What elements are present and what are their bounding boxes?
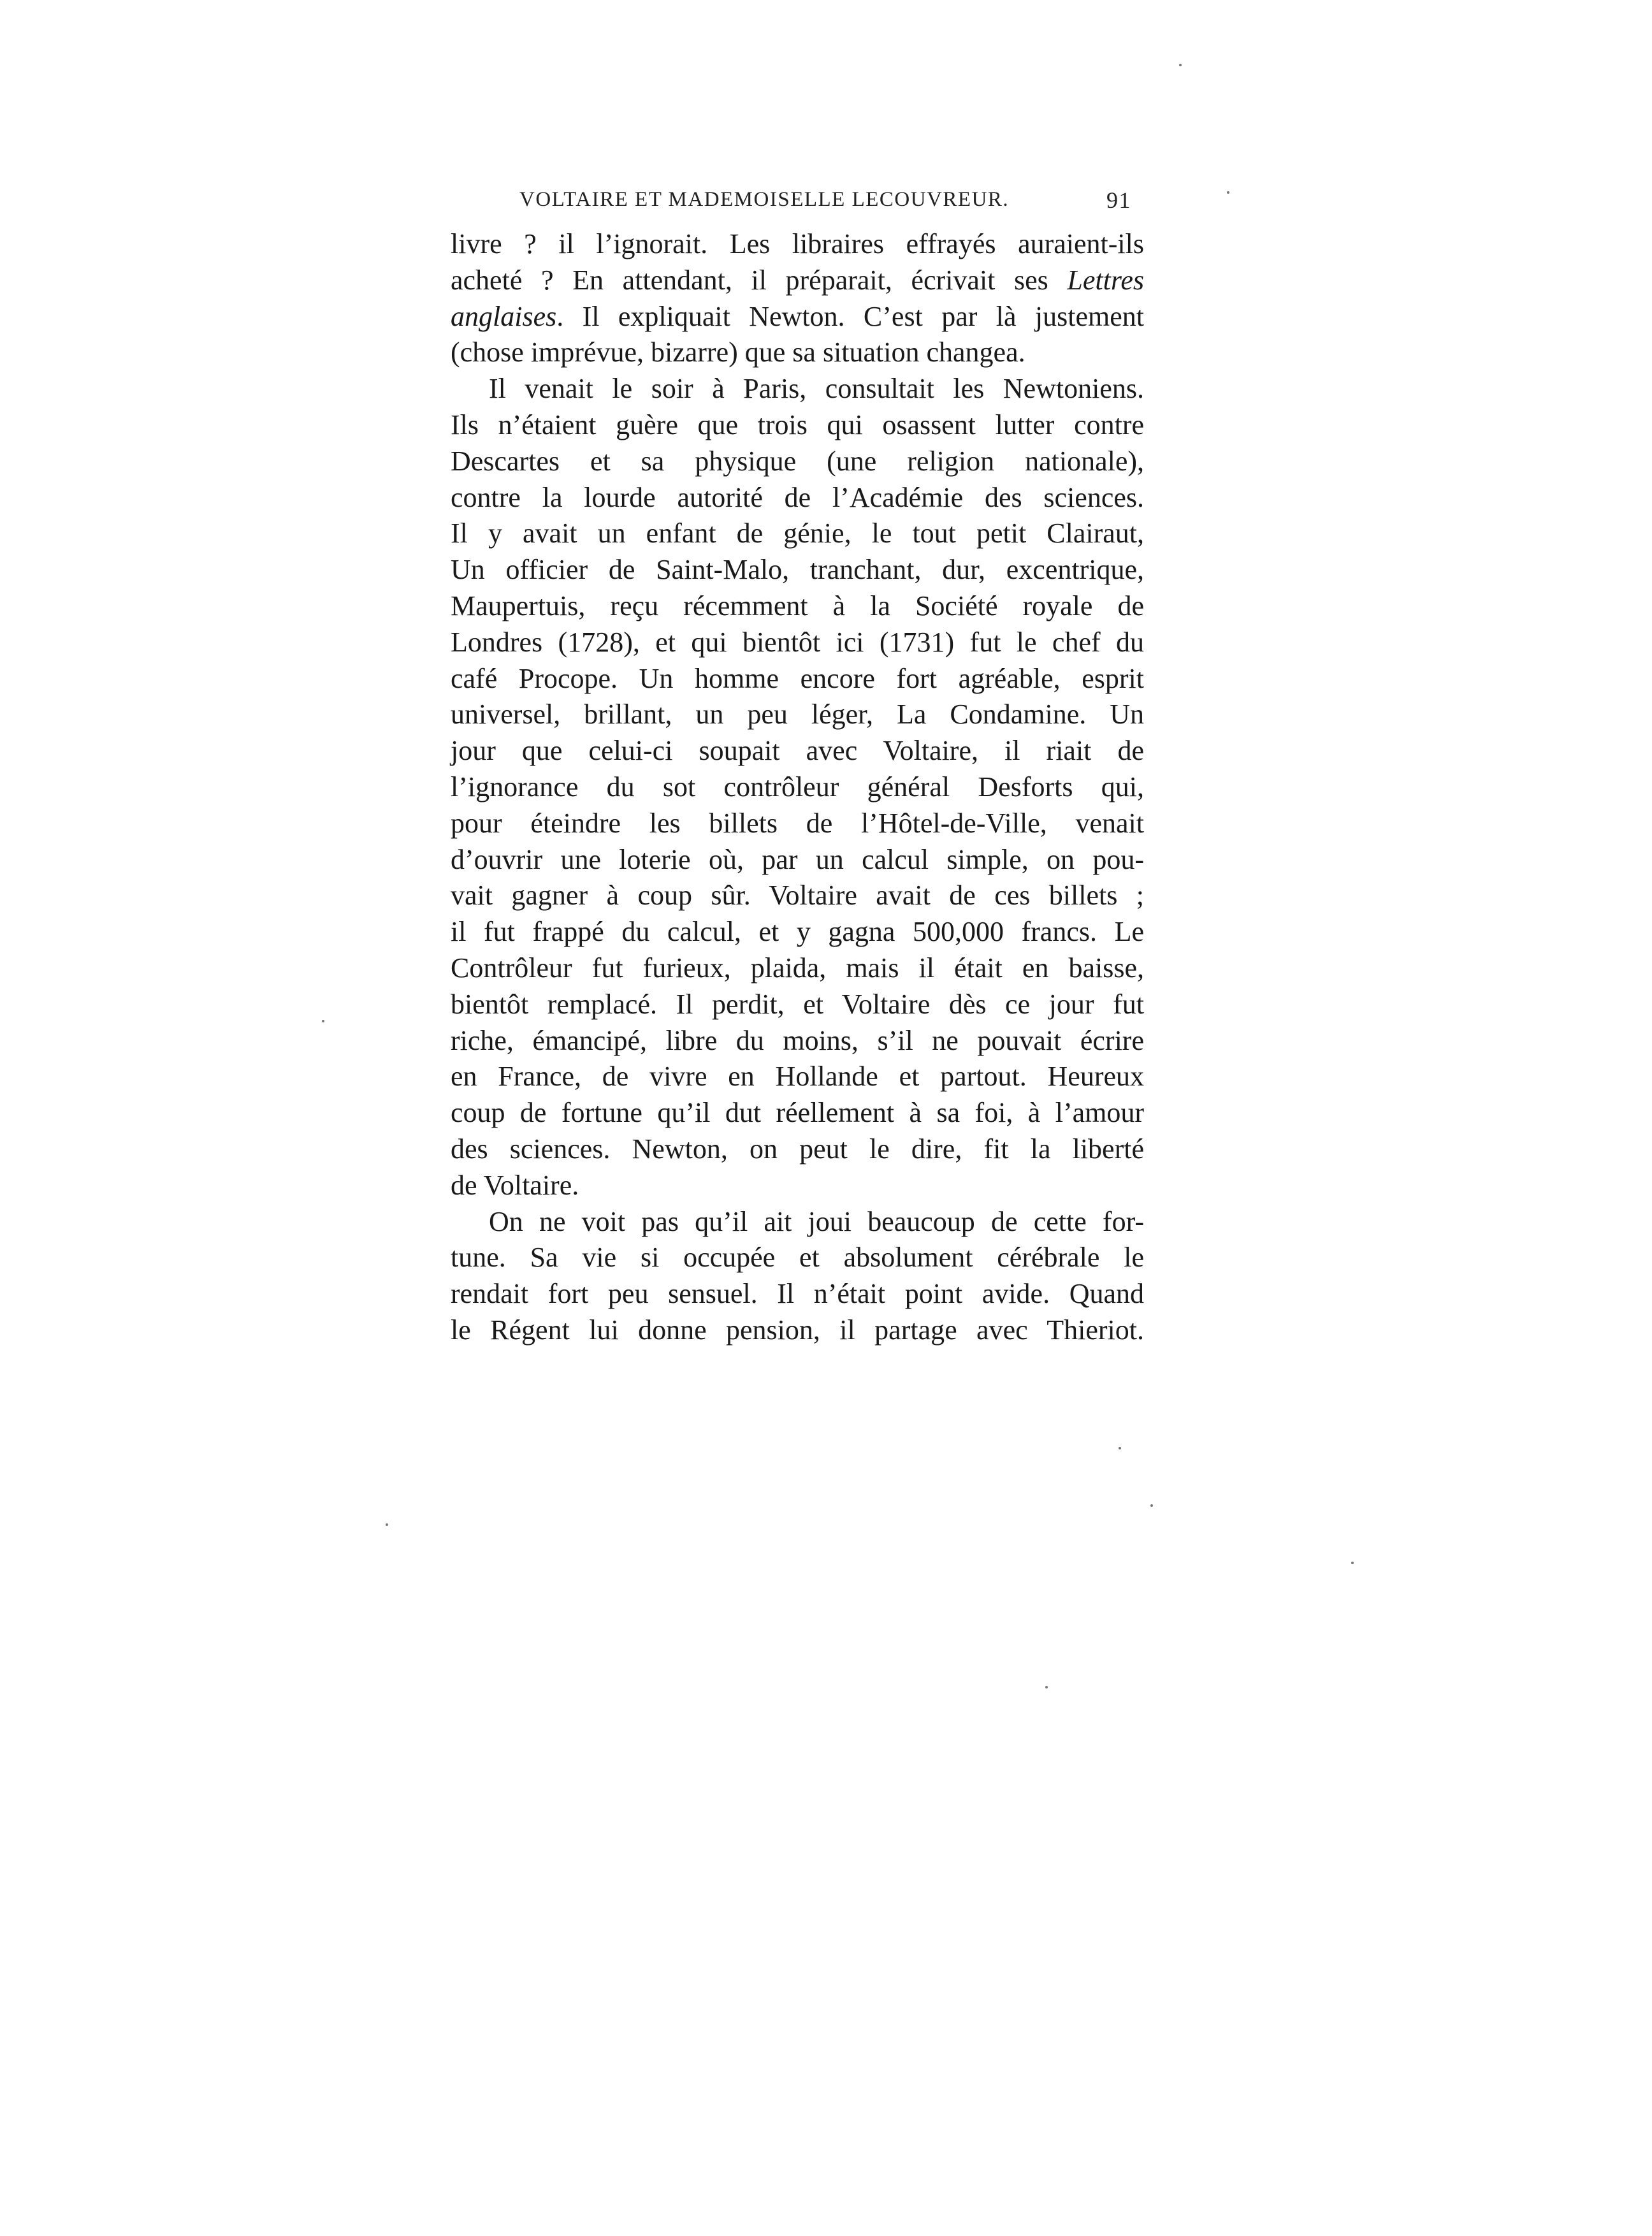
text-line-14: universel, brillant, un peu léger, La Condamine. Un (451, 699, 1144, 730)
italic-title-lettres: Lettres (1067, 264, 1144, 296)
text-line-31: le Régent lui donne pension, il partage avec Thieriot. (451, 1314, 1144, 1346)
scan-speck (1179, 64, 1182, 66)
text-line-16: l’ignorance du sot contrôleur général Desforts qui, (451, 771, 1144, 802)
text-line-28: On ne voit pas qu’il ait joui beaucoup de cette for- (489, 1205, 1144, 1237)
text-line-15: jour que celui-ci soupait avec Voltaire, il riait de (451, 735, 1144, 767)
text-line-12: Londres (1728), et qui bientôt ici (1731) fut le chef du (451, 626, 1144, 658)
text-line-5: Il venait le soir à Paris, consultait les Newtoniens. (489, 373, 1144, 405)
text-line-20: il fut frappé du calcul, et y gagna 500,000 francs. Le (451, 916, 1144, 948)
italic-title-anglaises: anglaises (451, 300, 557, 332)
text-line-23: riche, émancipé, libre du moins, s’il ne pouvait écrire (451, 1024, 1144, 1056)
text-line-11: Maupertuis, reçu récemment à la Société royale de (451, 590, 1144, 621)
scan-speck (1150, 1504, 1153, 1507)
scan-speck (1119, 1447, 1121, 1449)
text-line-22: bientôt remplacé. Il perdit, et Voltaire dès ce jour fut (451, 988, 1144, 1020)
scan-speck (1351, 1562, 1354, 1564)
text-line-18: d’ouvrir une loterie où, par un calcul simple, on pou- (451, 843, 1144, 875)
text-line-19: vait gagner à coup sûr. Voltaire avait de ces billets ; (451, 880, 1144, 911)
scan-speck (386, 1523, 388, 1526)
text-line-29: tune. Sa vie si occupée et absolument cérébrale le (451, 1242, 1144, 1274)
page-number: 91 (1106, 187, 1131, 213)
text-line-4: (chose imprévue, bizarre) que sa situation changea. (451, 337, 1025, 368)
text-line-7: Descartes et sa physique (une religion nationale), (451, 445, 1144, 477)
text-line-21: Contrôleur fut furieux, plaida, mais il était en baisse, (451, 952, 1144, 984)
running-head (519, 188, 1131, 220)
text-line-25: coup de fortune qu’il dut réellement à sa foi, à l’amour (451, 1097, 1144, 1129)
text-line-1: livre ? il l’ignorait. Les libraires effrayés auraient-ils (451, 228, 1144, 259)
text-line-9: Il y avait un enfant de génie, le tout petit Clairaut, (451, 518, 1144, 549)
text-line-27: de Voltaire. (451, 1169, 579, 1201)
text-line-30: rendait fort peu sensuel. Il n’était point avide. Quand (451, 1278, 1144, 1310)
text-line-6: Ils n’étaient guère que trois qui osassent lutter contre (451, 409, 1144, 440)
running-head-title: VOLTAIRE ET MADEMOISELLE LECOUVREUR. (519, 188, 1010, 211)
text-line-10: Un officier de Saint-Malo, tranchant, dur, excentrique, (451, 554, 1144, 586)
scan-speck (322, 1020, 324, 1022)
text-line-8: contre la lourde autorité de l’Académie des sciences. (451, 481, 1144, 513)
text-line-3: anglaises. Il expliquait Newton. C’est par là justement (451, 300, 1144, 332)
text-line-2: acheté ? En attendant, il préparait, écrivait ses Lettres (451, 264, 1144, 296)
scan-speck (1045, 1686, 1048, 1688)
body-text (451, 226, 1144, 1349)
scan-speck (1227, 191, 1229, 194)
text-line-26: des sciences. Newton, on peut le dire, fit la liberté (451, 1133, 1144, 1165)
text-line-24: en France, de vivre en Hollande et partout. Heureux (451, 1061, 1144, 1093)
text-line-17: pour éteindre les billets de l’Hôtel-de-Ville, venait (451, 807, 1144, 839)
text-line-13: café Procope. Un homme encore fort agréable, esprit (451, 662, 1144, 694)
